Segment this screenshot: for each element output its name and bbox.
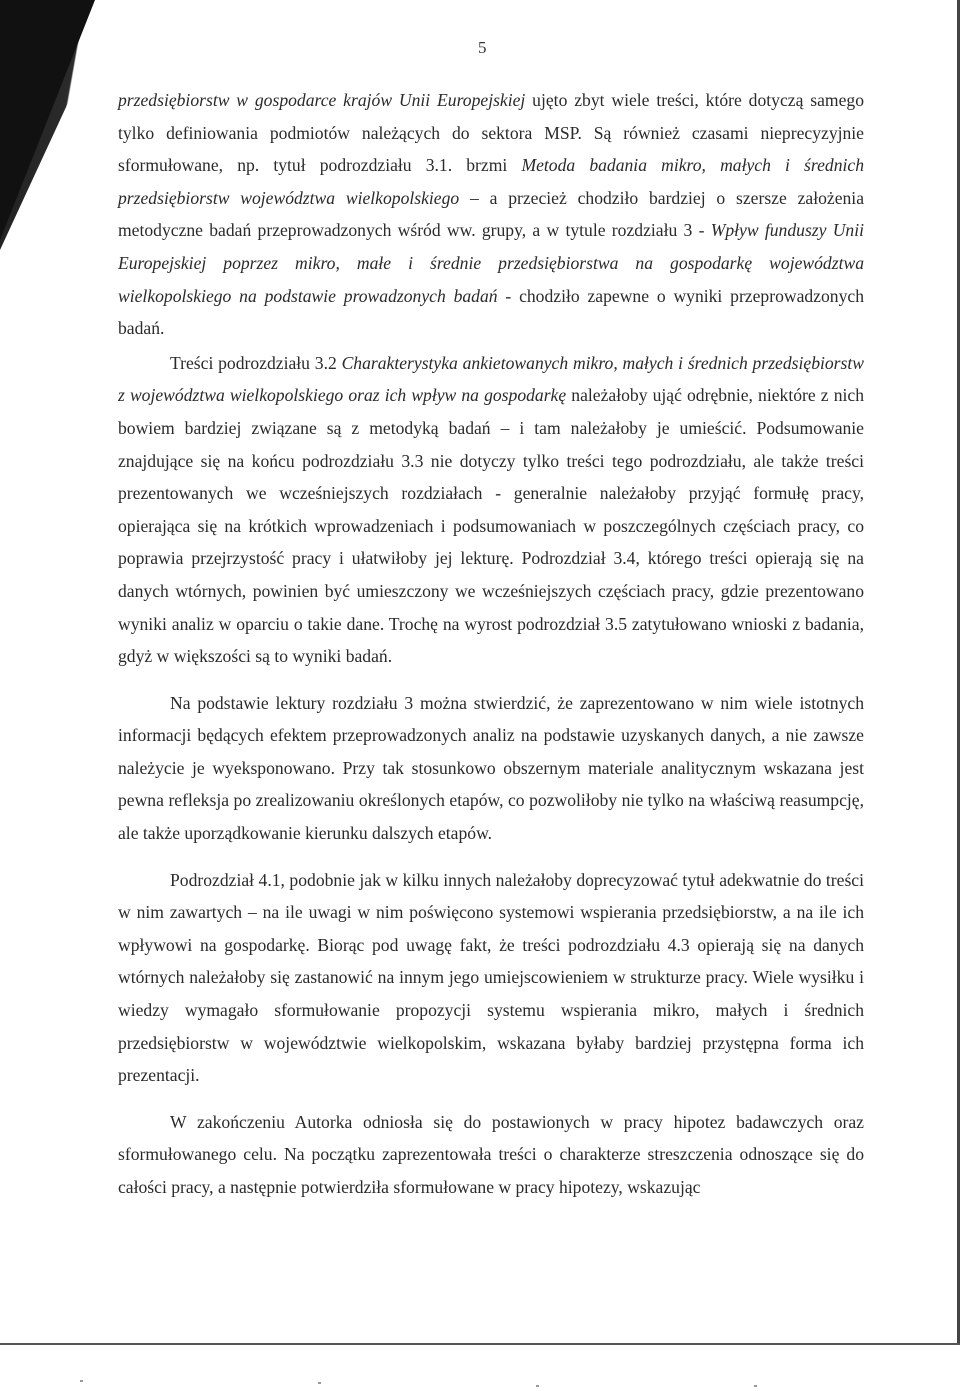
paragraph-3 [118,687,864,850]
text-segment: należałoby ująć odrębnie, niektóre z nich bowiem bardziej związane są z metodyką badań – i tam należałoby je umieścić. Podsumowanie znajdujące się na końcu podrozdziału 3.3 nie dotyczy tylko treści tego podrozdziału, ale także treści prezentowanych we wcześniejszych rozdziałach - generalnie należałoby przyjąć formułę pracy, opierająca się na krótkich wprowadzeniach i podsumowaniach w poszczególnych częściach pracy, co poprawia przejrzystość pracy i ułatwiłoby jej lekturę. Podrozdział 3.4, którego treści opierają się na danych wtórnych, powinien być umieszczony we wcześniejszych częściach pracy, gdzie prezentowano wyniki analiz w oparciu o takie dane. Trochę na wyrost podrozdział 3.5 zatytułowano wnioski z badania, gdyż w większości są to wyniki badań. [118,385,865,667]
text-segment: przedsiębiorstw w gospodarce krajów Unii Europejskiej [118,90,526,110]
text-segment: Treści podrozdziału 3.2 [170,352,342,373]
text-segment: ujęto zbyt wiele treści, które dotyczą samego tylko definiowania podmiotów należących do sektora MSP. Są również czasami nieprecyzyjnie sformułowane, np. tytuł podrozdziału 3.1. brzmi [118,90,864,176]
document-body [118,84,864,1204]
text-segment: Charakterystyka ankietowanych mikro, małych i średnich przedsiębiorstw z województwa wielkopolskiego oraz ich wpływ na gospodarkę [118,352,864,406]
scan-shadow-corner [0,0,95,240]
paragraph-5 [118,1106,864,1204]
paragraph-1 [118,84,864,345]
scan-speck [318,1382,321,1384]
scan-speck [80,1380,83,1382]
scan-speck [536,1385,539,1387]
text-segment: - chodziło zapewne o wyniki przeprowadzonych badań. [118,285,864,339]
text-segment: – a przecież chodziło bardziej o szersze założenia metodyczne badań przeprowadzonych wśród ww. grupy, a w tytule rozdziału 3 - [118,187,865,241]
text-segment: Metoda badania mikro, małych i średnich przedsiębiorstw województwa wielkopolskiego [118,155,864,208]
paragraph-2 [118,347,864,673]
text-segment: W zakończeniu Autorka odniosła się do postawionych w pracy hipotez badawczych oraz sformułowanego celu. Na początku zaprezentowała treści o charakterze streszczenia odnoszące się do całości pracy, a następnie potwierdziła sformułowane w pracy hipotezy, wskazując [118,1111,864,1197]
text-segment: Podrozdział 4.1, podobnie jak w kilku innych należałoby doprecyzować tytuł adekwatnie do treści w nim zawartych – na ile uwagi w nim poświęcono systemowi wspierania przedsiębiorstw, a na ile ich wpływowi na gospodarkę. Biorąc pod uwagę fakt, że treści podrozdziału 4.3 opierają się na danych wtórnych należałoby się zastanowić na innym jego umiejscowieniem w strukturze pracy. Wiele wysiłku i wiedzy wymagało sformułowanie propozycji systemu wspierania mikro, małych i średnich przedsiębiorstw w województwie wielkopolskim, wskazana byłaby bardziej przystępna forma ich prezentacji. [118,869,864,1086]
scan-edge-bottom [0,1343,960,1345]
paragraph-4 [118,864,864,1092]
text-segment: Na podstawie lektury rozdziału 3 można stwierdzić, że zaprezentowano w nim wiele istotnych informacji będących efektem przeprowadzonych analiz na podstawie uzyskanych danych, a nie zawsze należycie je wyeksponowano. Przy tak stosunkowo obszernym materiale analitycznym wskazana jest pewna refleksja po zrealizowaniu określonych etapów, co pozwoliłoby nie tylko na właściwą reasumpcję, ale także uporządkowanie kierunku dalszych etapów. [118,692,864,844]
text-segment: Wpływ funduszy Unii Europejskiej poprzez mikro, małe i średnie przedsiębiorstwa na gospodarkę województwa wielkopolskiego na podstawie prowadzonych badań [118,220,864,306]
page-number: 5 [478,38,487,57]
scan-speck [754,1385,757,1387]
